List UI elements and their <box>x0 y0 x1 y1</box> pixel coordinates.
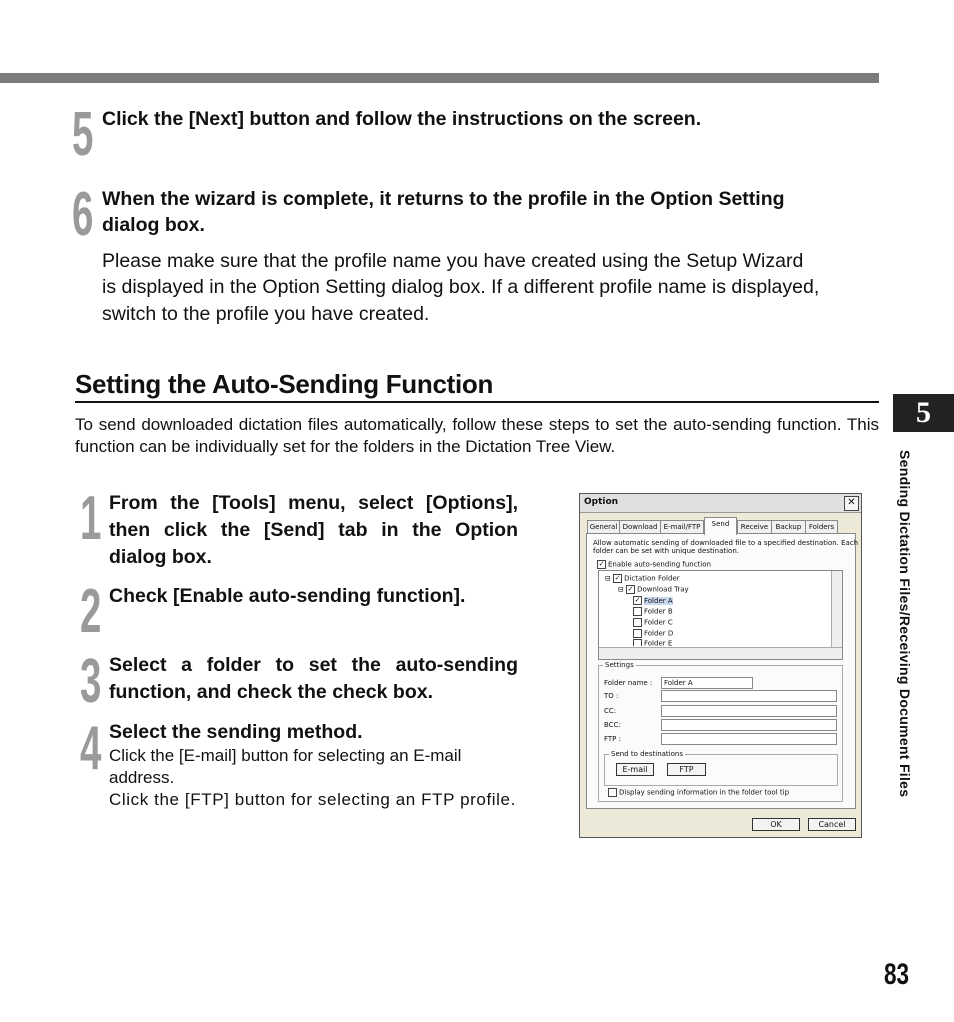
folder-name-label: Folder name : <box>604 679 653 687</box>
step-number-1: 1 <box>80 484 102 553</box>
step-4-sub2: Click the [FTP] button for selecting an FTP profile. <box>109 790 516 809</box>
tab-send[interactable]: Send <box>704 517 737 535</box>
tree-item-folder-c[interactable] <box>633 618 673 628</box>
checkbox-empty-icon <box>633 629 642 638</box>
checkbox-checked-icon: ✓ <box>614 574 621 582</box>
step-4-sub1: Click the [E-mail] button for selecting an E-mail address. <box>109 746 462 787</box>
ftp-field[interactable] <box>661 733 837 745</box>
folder-name-value: Folder A <box>664 679 693 687</box>
tree-item-label: Download Tray <box>637 585 689 594</box>
tree-item-label: Folder C <box>644 618 673 627</box>
to-field[interactable] <box>661 690 837 702</box>
checkbox-empty-icon <box>633 618 642 627</box>
section-title: Setting the Auto-Sending Function <box>75 369 494 399</box>
dialog-titlebar <box>580 494 861 513</box>
cc-field[interactable] <box>661 705 837 717</box>
ftp-label: FTP : <box>604 735 621 743</box>
step-6-title-line1: When the wizard is complete, it returns to the profile in the Option Setting <box>102 188 785 210</box>
step-6-title-line2: dialog box. <box>102 214 205 236</box>
step-number-4: 4 <box>80 714 102 783</box>
email-button[interactable]: E-mail <box>616 763 654 776</box>
checkbox-checked-icon: ✓ <box>598 560 605 568</box>
checkbox-checked-icon: ✓ <box>634 596 641 604</box>
step-6-body-line1: Please make sure that the profile name you have created using the Setup Wizard <box>102 250 804 272</box>
tab-download[interactable]: Download <box>619 520 661 534</box>
to-label: TO : <box>604 692 619 700</box>
tab-email-ftp[interactable]: E-mail/FTP <box>660 520 704 534</box>
checkbox-empty-icon <box>633 639 642 646</box>
section-intro: To send downloaded dictation files automatically, follow these steps to set the auto-sending function. This function can be individually set for the folders in the Dictation Tree View. <box>75 415 879 456</box>
step-3-line2: function, and check the check box. <box>109 681 433 703</box>
checkbox-checked-icon: ✓ <box>627 585 634 593</box>
tree-item-folder-e[interactable] <box>633 639 672 646</box>
step-3-text <box>109 652 518 706</box>
chapter-tab: 5 <box>893 394 954 432</box>
dialog-title: Option <box>584 497 619 507</box>
section-rule <box>75 401 879 403</box>
step-number-2: 2 <box>80 577 102 646</box>
bcc-field[interactable] <box>661 719 837 731</box>
chapter-side-label: Sending Dictation Files/Receiving Document Files <box>897 450 913 798</box>
ftp-button[interactable]: FTP <box>667 763 706 776</box>
tree-item-label: Dictation Folder <box>624 574 680 583</box>
step-5-title: Click the [Next] button and follow the instructions on the screen. <box>102 108 702 130</box>
tab-receive[interactable]: Receive <box>737 520 772 534</box>
display-info-label: Display sending information in the folder tool tip <box>619 788 790 797</box>
close-icon[interactable]: ✕ <box>844 496 859 511</box>
cancel-button[interactable]: Cancel <box>808 818 856 831</box>
option-dialog <box>579 493 862 838</box>
tree-item-folder-b[interactable] <box>633 607 673 617</box>
tree-item-folder-d[interactable] <box>633 629 673 639</box>
step-number-6: 6 <box>72 180 94 249</box>
send-tab-panel <box>586 533 859 809</box>
step-6-body-line2: is displayed in the Option Setting dialog box. If a different profile name is displayed, <box>102 276 820 298</box>
step-number-5: 5 <box>72 100 94 169</box>
ok-button[interactable]: OK <box>752 818 800 831</box>
tree-item-folder-a[interactable] <box>633 596 673 606</box>
step-6-body-line3: switch to the profile you have created. <box>102 303 430 325</box>
header-rule <box>0 73 879 83</box>
step-1-text <box>109 490 518 571</box>
folder-tree[interactable] <box>598 570 843 660</box>
checkbox-empty-icon <box>633 607 642 616</box>
enable-auto-sending-checkbox[interactable] <box>597 560 711 570</box>
step-1-line2: then click the [Send] tab in the Option <box>109 519 518 541</box>
tree-item-dictation-folder[interactable]: ⊟ ✓ Dictation Folder <box>605 574 680 583</box>
tree-item-label: Folder B <box>644 607 673 616</box>
tree-item-label: Folder D <box>644 629 674 638</box>
folder-name-field <box>661 677 753 689</box>
step-number-3: 3 <box>80 647 102 716</box>
step-2-text: Check [Enable auto-sending function]. <box>109 585 466 607</box>
tree-vertical-scrollbar[interactable] <box>831 571 842 647</box>
step-1-line1: From the [Tools] menu, select [Options], <box>109 492 518 514</box>
description-line2: folder can be set with unique destination. <box>593 547 739 555</box>
tree-item-download-tray[interactable]: ⊟ ✓ Download Tray <box>618 585 689 594</box>
display-info-checkbox[interactable] <box>608 788 789 798</box>
bcc-label: BCC: <box>604 721 621 729</box>
tree-item-label: Folder E <box>644 639 673 646</box>
checkbox-empty-icon <box>608 788 617 797</box>
page-number: 83 <box>884 958 910 991</box>
send-to-group-label: Send to destinations <box>611 750 683 758</box>
step-3-line1: Select a folder to set the auto-sending <box>109 654 518 676</box>
description-line1: Allow automatic sending of downloaded file to a specified destination. Each <box>593 539 859 547</box>
tab-backup[interactable]: Backup <box>771 520 806 534</box>
tree-item-label: Folder A <box>644 596 673 605</box>
tree-horizontal-scrollbar[interactable] <box>599 647 842 659</box>
cc-label: CC: <box>604 707 617 715</box>
step-1-line3: dialog box. <box>109 546 212 568</box>
step-4-title: Select the sending method. <box>109 721 363 743</box>
tab-folders[interactable]: Folders <box>805 520 838 534</box>
settings-group-label: Settings <box>605 661 634 669</box>
enable-auto-sending-label: Enable auto-sending function <box>608 560 711 569</box>
tab-general[interactable]: General <box>587 520 620 534</box>
